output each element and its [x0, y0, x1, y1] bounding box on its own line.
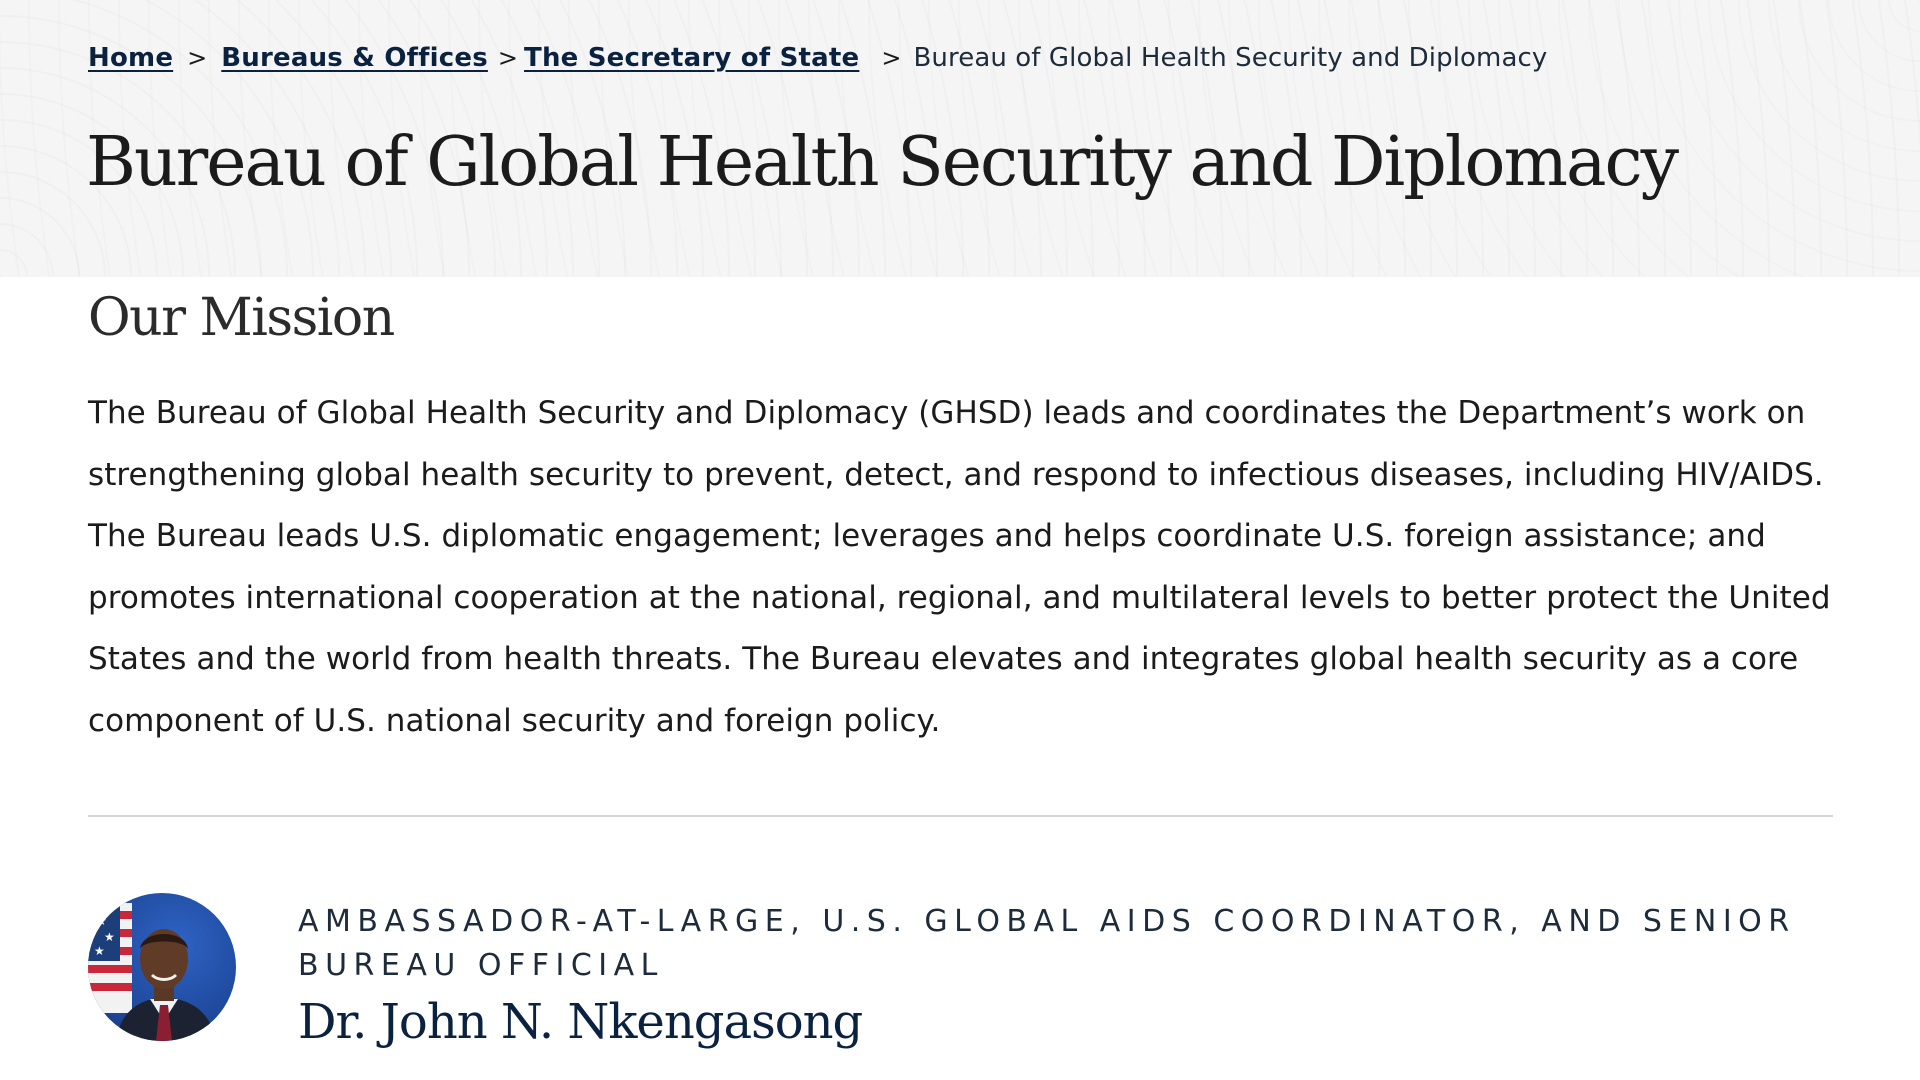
breadcrumb-separator: > — [497, 44, 519, 72]
svg-text:★: ★ — [96, 914, 107, 928]
mission-heading: Our Mission — [88, 288, 394, 348]
avatar[interactable] — [88, 893, 236, 1041]
portrait-photo-icon — [88, 893, 236, 1041]
page-hero — [0, 0, 1920, 277]
page-title: Bureau of Global Health Security and Diplomacy — [86, 123, 1677, 202]
mission-body: The Bureau of Global Health Security and Diplomacy (GHSD) leads and coordinates the Department’s work on strengthening global health security to prevent, detect, and respond to infectious diseases, including HIV/AIDS. The Bureau leads U.S. diplomatic engagement; leverages and helps coordinate U.S. foreign assistance; and promotes international cooperation at the national, regional, and multilateral levels to better protect the United States and the world from health threats. The Bureau elevates and integrates global health security as a core component of U.S. national security and foreign policy. — [88, 395, 1831, 739]
breadcrumb-separator: > — [187, 44, 208, 72]
breadcrumb-link-secretary-of-state[interactable]: The Secretary of State — [524, 43, 860, 73]
leader-role: AMBASSADOR-AT-LARGE, U.S. GLOBAL AIDS COORDINATOR, AND SENIOR BUREAU OFFICIAL — [298, 904, 1796, 983]
breadcrumb-link-home[interactable]: Home — [88, 43, 174, 73]
breadcrumb-separator: > — [881, 44, 902, 72]
svg-text:★: ★ — [104, 930, 115, 944]
section-divider — [88, 815, 1833, 817]
leader-info — [298, 900, 1798, 1054]
leader-card — [88, 893, 1798, 1054]
breadcrumb-current-page: Bureau of Global Health Security and Diplomacy — [913, 43, 1548, 73]
breadcrumb-link-bureaus-offices[interactable]: Bureaus & Offices — [221, 43, 488, 73]
breadcrumb — [88, 40, 1547, 76]
svg-text:★: ★ — [94, 944, 105, 958]
leader-name[interactable]: Dr. John N. Nkengasong — [298, 994, 863, 1050]
